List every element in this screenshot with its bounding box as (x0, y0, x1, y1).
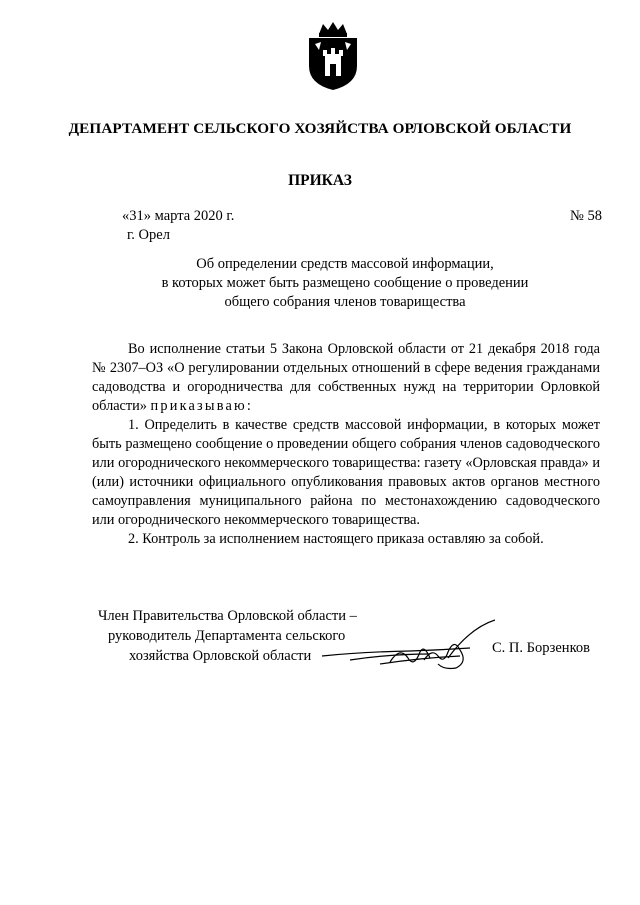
subject-line: в которых может быть размещено сообщение о проведении (161, 275, 529, 291)
coat-of-arms-icon (305, 20, 361, 92)
order-body (92, 340, 600, 549)
subject-line: Об определении средств массовой информации, (196, 256, 494, 272)
order-word: приказываю: (150, 398, 254, 414)
position-line: хозяйства Орловской области (129, 648, 312, 664)
position-line: Член Правительства Орловской области – (98, 608, 357, 624)
handwritten-signature-icon (320, 618, 495, 676)
signatory-position (98, 606, 357, 666)
order-date: «31» марта 2020 г. (122, 208, 235, 224)
item-2-paragraph: 2. Контроль за исполнением настоящего приказа оставляю за собой. (128, 531, 544, 547)
subject-line: общего собрания членов товарищества (224, 294, 466, 310)
signatory-name: С. П. Борзенков (492, 640, 590, 656)
item-1-paragraph: 1. Определить в качестве средств массовой информации, в которых может быть размещено сообщение о проведении общего собрания членов садоводческого или огороднического некоммерческого товарищества: газету «Орловская правда» и (или) источники официального опубликования правовых актов органов местного самоуправления муниципального района по местонахождению садоводческого или огороднического некоммерческого товарищества. (92, 417, 600, 528)
order-subject (135, 255, 555, 312)
order-number: № 58 (570, 208, 602, 224)
department-title: ДЕПАРТАМЕНТ СЕЛЬСКОГО ХОЗЯЙСТВА ОРЛОВСКОЙ ОБЛАСТИ (68, 120, 572, 137)
preamble-paragraph (92, 340, 600, 416)
order-city: г. Орел (127, 227, 170, 243)
document-type: ПРИКАЗ (288, 172, 352, 189)
position-line: руководитель Департамента сельского (108, 628, 346, 644)
preamble-text: Во исполнение статьи 5 Закона Орловской области от 21 декабря 2018 года № 2307–ОЗ «О регулировании отдельных отношений в сфере ведения гражданами садоводства и огородничества для собственных нужд на территории Орловкой области» (92, 341, 600, 414)
